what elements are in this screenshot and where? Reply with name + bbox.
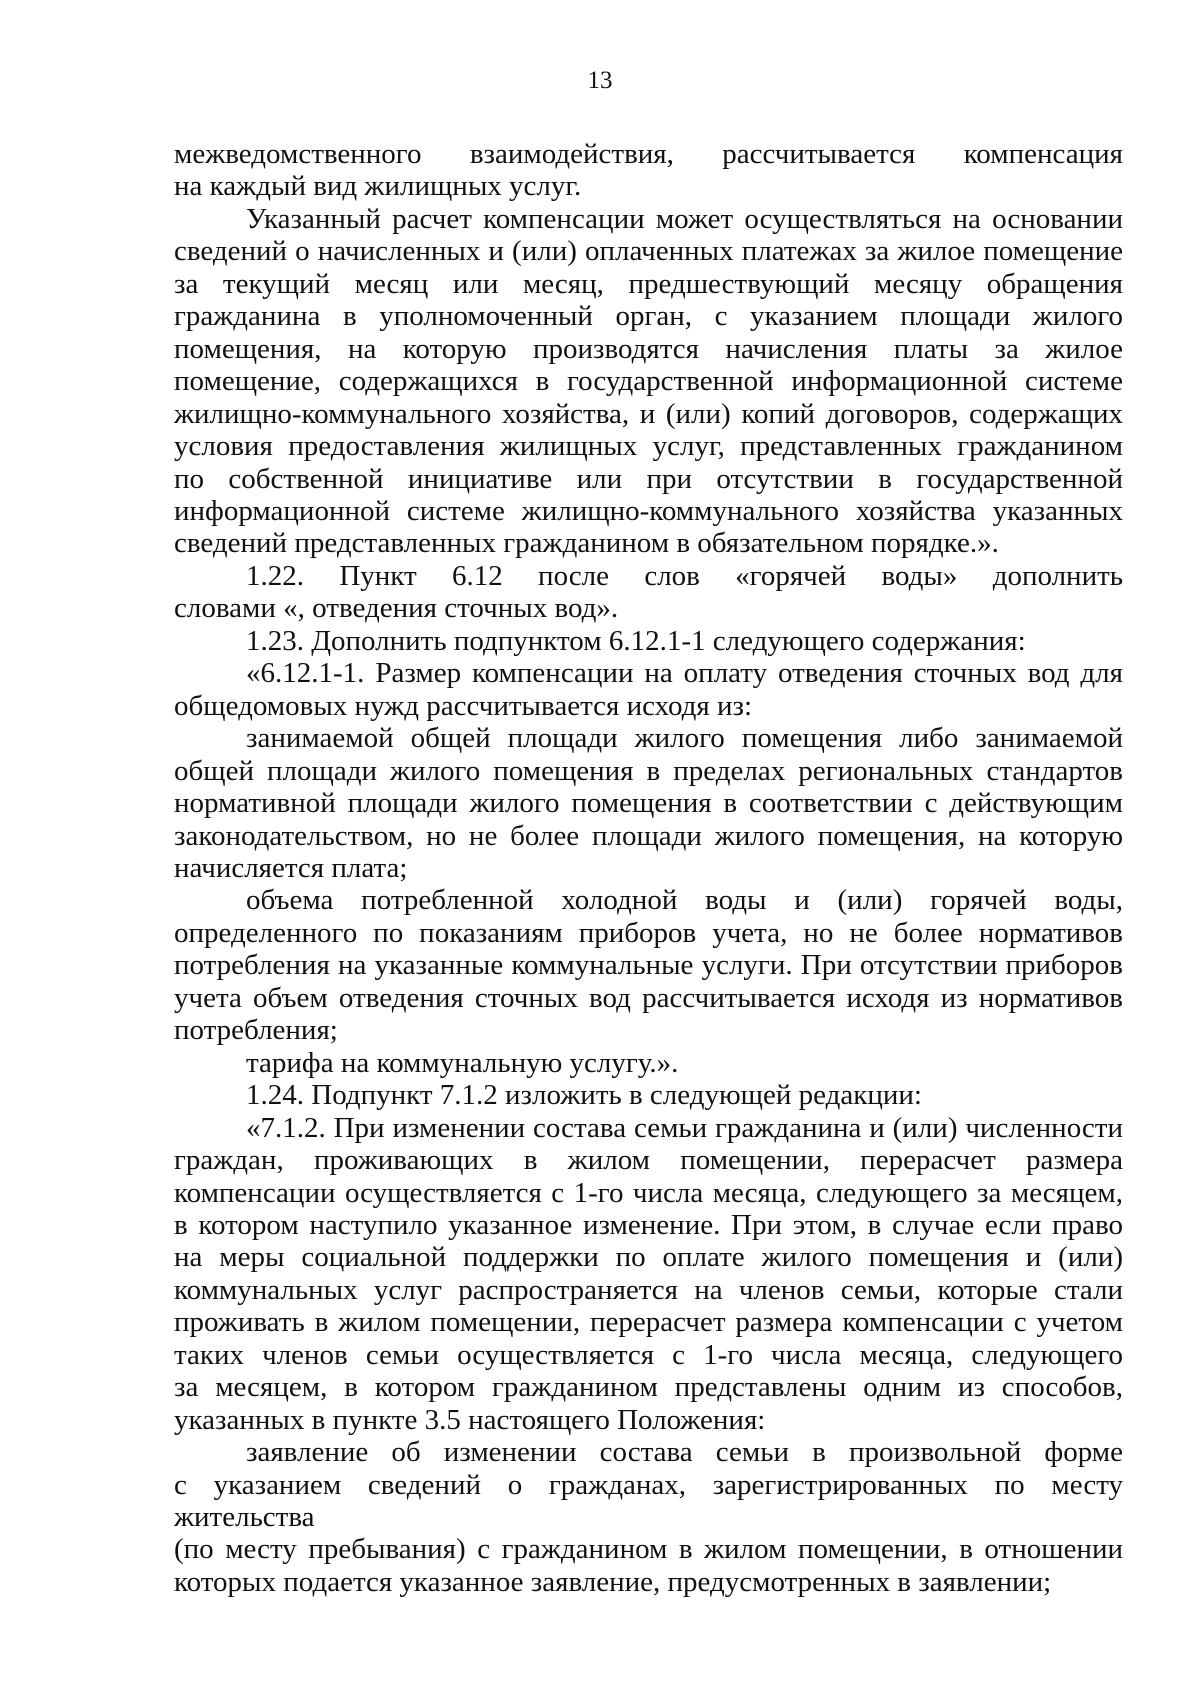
text-line: потребления на указанные коммунальные услуги. При отсутствии приборов [174,949,1123,982]
paragraph [174,1436,1123,1598]
text-line: помещения, на которую производятся начисления платы за жилое [174,332,1123,365]
text-line: заявление об изменении состава семьи в произвольной форме [246,1436,1123,1469]
text-line: проживать в жилом помещении, перерасчет размера компенсации с учетом [174,1306,1123,1339]
text-line: на каждый вид жилищных услуг. [174,170,582,203]
text-line: объема потребленной холодной воды и (или) горячей воды, [246,884,1123,917]
text-line: за текущий месяц или месяц, предшествующий месяцу обращения [174,267,1123,300]
document-body [174,138,1123,1598]
paragraph [174,884,1123,1046]
text-line: 1.24. Подпункт 7.1.2 изложить в следующей редакции: [246,1079,922,1112]
paragraph [174,1112,1123,1437]
text-line: начисляется плата; [174,851,408,884]
text-line: нормативной площади жилого помещения в соответствии с действующим [174,787,1123,820]
text-line: Указанный расчет компенсации может осуществляться на основании [246,202,1123,235]
text-line: межведомственного взаимодействия, рассчитывается компенсация [174,138,1123,170]
text-line: таких членов семьи осуществляется с 1-го числа месяца, следующего [174,1338,1123,1371]
paragraph [174,1079,1123,1111]
paragraph [174,657,1123,722]
text-line: которых подается указанное заявление, предусмотренных в заявлении; [174,1565,1052,1598]
text-line: 1.23. Дополнить подпунктом 6.12.1-1 следующего содержания: [246,624,1026,657]
page-number: 13 [587,67,613,94]
text-line: «6.12.1-1. Размер компенсации на оплату отведения сточных вод для [246,657,1123,690]
text-line: по собственной инициативе или при отсутствии в государственной [174,462,1123,495]
text-line: учета объем отведения сточных вод рассчитывается исходя из нормативов [174,981,1123,1014]
text-line: в котором наступило указанное изменение. При этом, в случае если право [174,1208,1123,1241]
text-line: указанных в пункте 3.5 настоящего Положения: [174,1403,766,1436]
text-line: тарифа на коммунальную услугу.». [246,1046,679,1079]
text-line: компенсации осуществляется с 1-го числа месяца, следующего за месяцем, [174,1176,1123,1209]
text-line: определенного по показаниям приборов учета, но не более нормативов [174,916,1123,949]
text-line: информационной системе жилищно-коммунального хозяйства указанных [174,494,1123,527]
text-line: словами «, отведения сточных вод». [174,592,619,625]
text-line: потребления; [174,1014,338,1047]
text-line: гражданина в уполномоченный орган, с указанием площади жилого [174,300,1123,333]
text-line: условия предоставления жилищных услуг, представленных гражданином [174,430,1123,463]
text-line: общедомовых нужд рассчитывается исходя из: [174,689,753,722]
text-line: помещение, содержащихся в государственной информационной системе [174,365,1123,398]
text-line: с указанием сведений о гражданах, зарегистрированных по месту жительства [174,1468,1123,1534]
text-line: занимаемой общей площади жилого помещения либо занимаемой [246,722,1123,755]
text-line: сведений представленных гражданином в обязательном порядке.». [174,527,999,560]
paragraph [174,1047,1123,1079]
text-line: сведений о начисленных и (или) оплаченных платежах за жилое помещение [174,235,1123,268]
text-line: 1.22. Пункт 6.12 после слов «горячей воды» дополнить [246,559,1123,592]
text-line: законодательством, но не более площади жилого помещения, на которую [174,819,1123,852]
paragraph [174,560,1123,625]
text-line: граждан, проживающих в жилом помещении, перерасчет размера [174,1144,1123,1177]
paragraph [174,722,1123,884]
paragraph [174,625,1123,657]
text-line: на меры социальной поддержки по оплате жилого помещения и (или) [174,1241,1123,1274]
paragraph [174,203,1123,560]
paragraph [174,138,1123,203]
text-line: «7.1.2. При изменении состава семьи гражданина и (или) численности [246,1111,1123,1144]
text-line: жилищно-коммунального хозяйства, и (или) копий договоров, содержащих [174,397,1123,430]
text-line: за месяцем, в котором гражданином представлены одним из способов, [174,1371,1123,1404]
text-line: (по месту пребывания) с гражданином в жилом помещении, в отношении [174,1533,1123,1566]
text-line: коммунальных услуг распространяется на членов семьи, которые стали [174,1273,1123,1306]
text-line: общей площади жилого помещения в пределах региональных стандартов [174,754,1123,787]
